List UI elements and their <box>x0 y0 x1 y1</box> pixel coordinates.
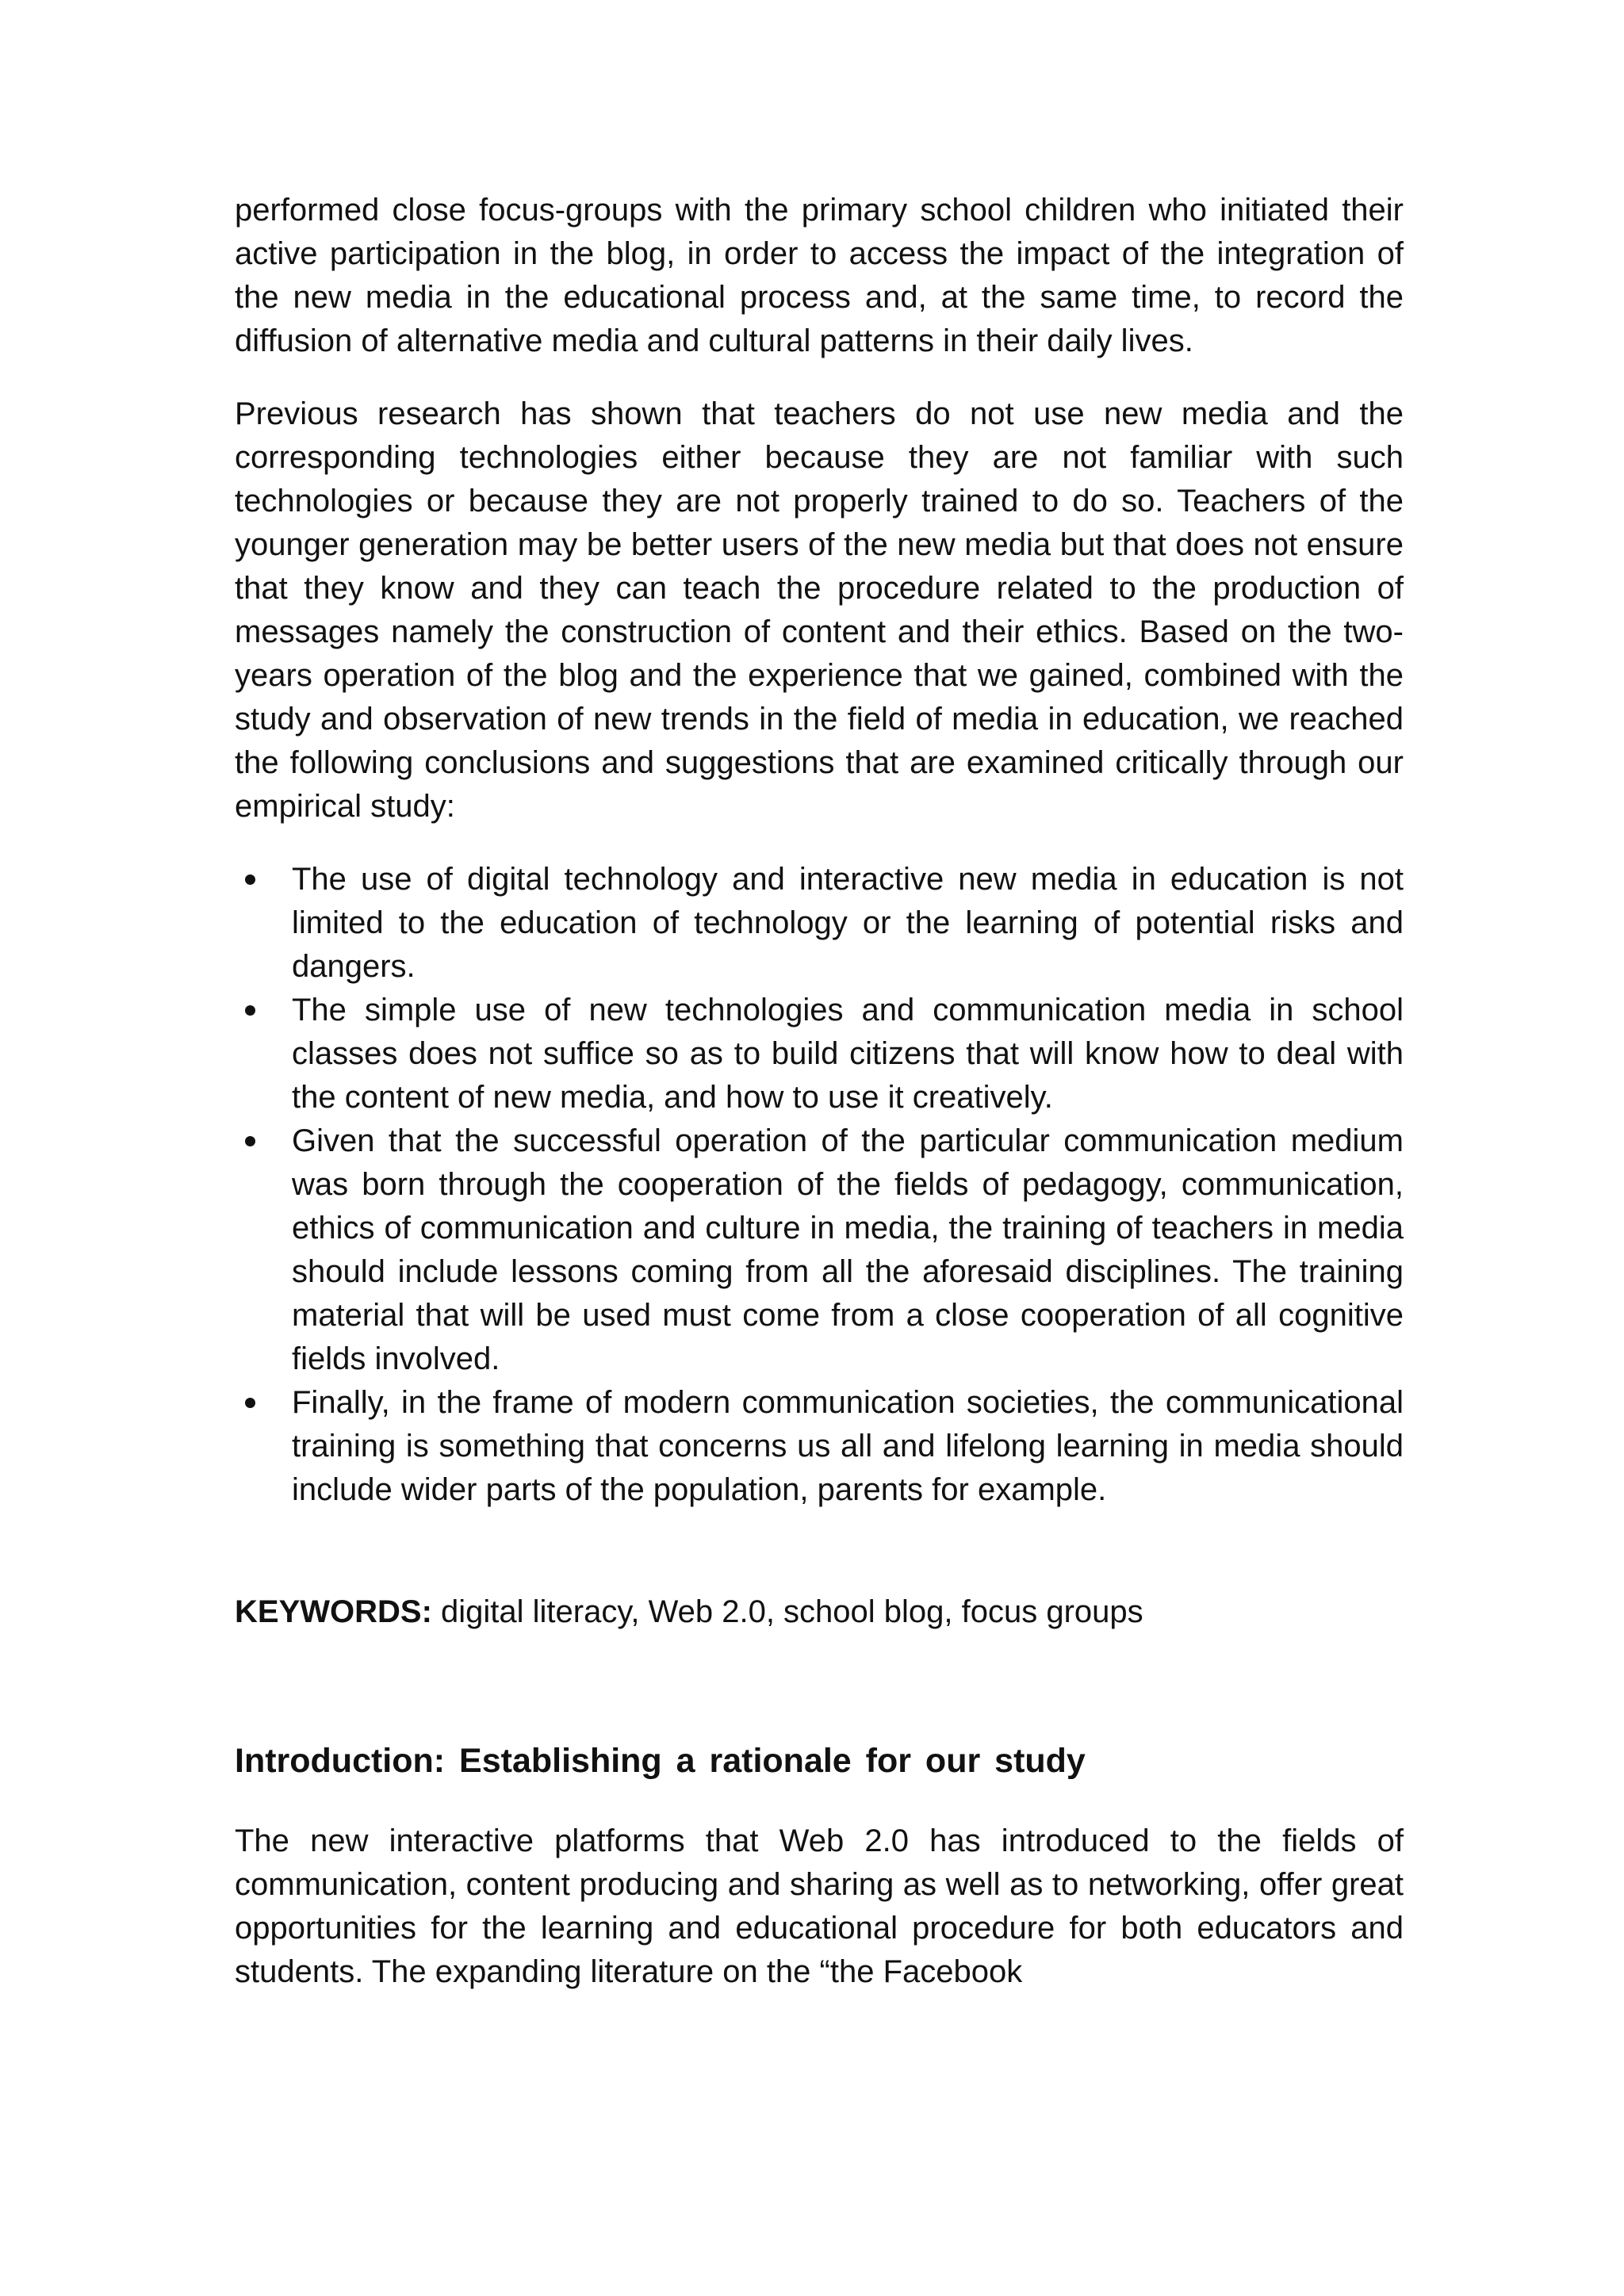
bullet-icon <box>245 1005 255 1016</box>
list-item <box>235 1119 1404 1381</box>
keywords-line <box>235 1590 1404 1634</box>
keywords-text: digital literacy, Web 2.0, school blog, focus groups <box>431 1594 1143 1629</box>
list-item <box>235 1381 1404 1512</box>
section-heading-introduction: Introduction: Establishing a rationale for our study <box>235 1742 1086 1780</box>
document-page <box>235 189 1404 1994</box>
paragraph-introduction: The new interactive platforms that Web 2.0 has introduced to the fields of communication, content producing and sharing as well as to networking, offer great opportunities for the learning and educational procedure for both educators and students. The expanding literature on the “the Facebook <box>235 1823 1404 1989</box>
keywords-label: KEYWORDS: <box>235 1594 432 1629</box>
paragraph-previous-research: Previous research has shown that teachers do not use new media and the corresponding technologies either because they are not familiar with such technologies or because they are not properly trained to do so. Teachers of the younger generation may be better users of the new media but that does not ensure that they know and they can teach the procedure related to the production of messages namely the construction of content and their ethics. Based on the two-years operation of the blog and the experience that we gained, combined with the study and observation of new trends in the field of media in education, we reached the following conclusions and suggestions that are examined critically through our empirical study: <box>235 396 1404 824</box>
list-item <box>235 858 1404 989</box>
bullet-icon <box>245 1398 255 1408</box>
paragraph-focus-groups: performed close focus-groups with the primary school children who initiated their active participation in the blog, in order to access the impact of the integration of the new media in the educational process and, at the same time, to record the diffusion of alternative media and cultural patterns in their daily lives. <box>235 193 1404 358</box>
list-item-text: Given that the successful operation of the particular communication medium was born through the cooperation of the fields of pedagogy, communication, ethics of communication and culture in media, the training of teachers in media should include lessons coming from all the aforesaid disciplines. The training material that will be used must come from a close cooperation of all cognitive fields involved. <box>292 1123 1404 1376</box>
bullet-icon <box>245 1136 255 1146</box>
bullet-icon <box>245 874 255 885</box>
list-item-text: Finally, in the frame of modern communication societies, the communicational training is something that concerns us all and lifelong learning in media should include wider parts of the population, parents for example. <box>292 1385 1404 1507</box>
conclusions-list <box>235 858 1404 1512</box>
list-item-text: The use of digital technology and interactive new media in education is not limited to the education of technology or the learning of potential risks and dangers. <box>292 862 1404 984</box>
list-item-text: The simple use of new technologies and communication media in school classes does not suffice so as to build citizens that will know how to deal with the content of new media, and how to use it creatively. <box>292 993 1404 1115</box>
list-item <box>235 989 1404 1119</box>
